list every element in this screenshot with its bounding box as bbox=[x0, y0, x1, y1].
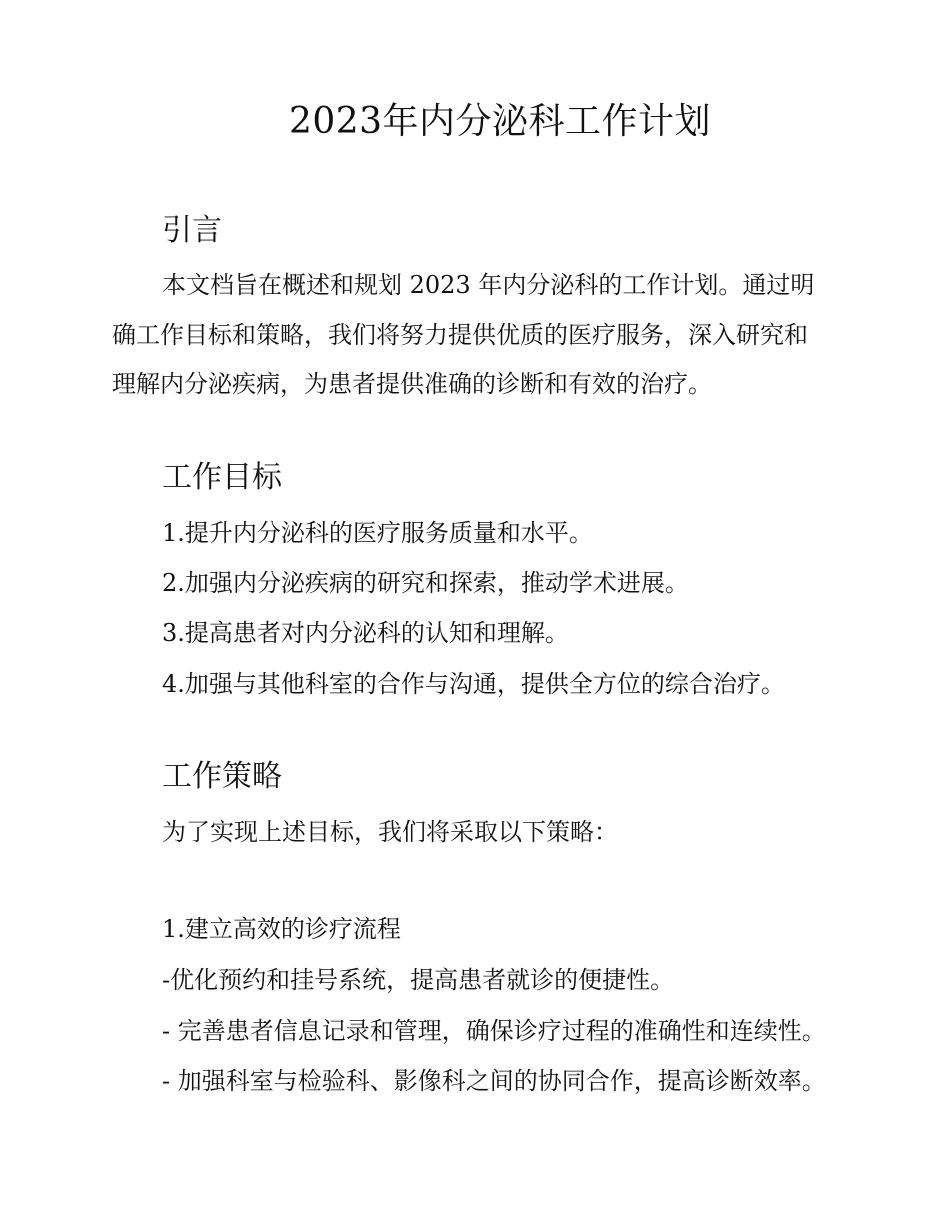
paragraph-line: 本文档旨在概述和规划 2023 年内分泌科的工作计划。通过明 bbox=[162, 271, 815, 299]
section-heading-goals: 工作目标 bbox=[162, 460, 282, 495]
document-title: 2023年内分泌科工作计划 bbox=[288, 101, 712, 142]
strategy-item-title: 1.建立高效的诊疗流程 bbox=[162, 915, 401, 943]
list-item: 2.加强内分泌疾病的研究和探索，推动学术进展。 bbox=[162, 569, 689, 597]
paragraph-line: 理解内分泌疾病，为患者提供准确的诊断和有效的治疗。 bbox=[112, 370, 712, 398]
strategy-point: - 加强科室与检验科、影像科之间的协同合作，提高诊断效率。 bbox=[162, 1067, 826, 1095]
strategy-lead: 为了实现上述目标，我们将采取以下策略： bbox=[162, 818, 618, 846]
paragraph-line: 确工作目标和策略，我们将努力提供优质的医疗服务，深入研究和 bbox=[112, 321, 808, 349]
list-item: 4.加强与其他科室的合作与沟通，提供全方位的综合治疗。 bbox=[162, 670, 785, 698]
strategy-point: -优化预约和挂号系统，提高患者就诊的便捷性。 bbox=[162, 966, 675, 994]
section-heading-intro: 引言 bbox=[162, 213, 222, 248]
strategy-point: - 完善患者信息记录和管理，确保诊疗过程的准确性和连续性。 bbox=[162, 1017, 826, 1045]
list-item: 3.提高患者对内分泌科的认知和理解。 bbox=[162, 619, 569, 647]
list-item: 1.提升内分泌科的医疗服务质量和水平。 bbox=[162, 519, 593, 547]
section-heading-strategy: 工作策略 bbox=[162, 759, 282, 794]
